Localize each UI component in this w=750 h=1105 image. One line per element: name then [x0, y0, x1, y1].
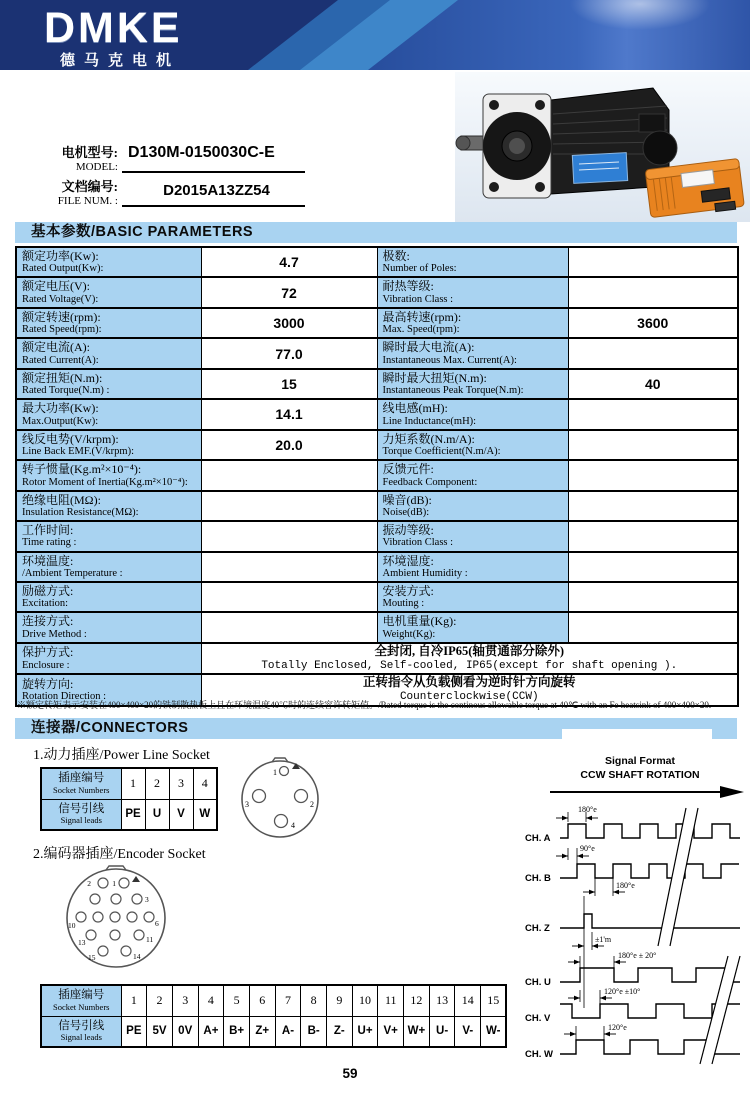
param-label [16, 612, 201, 642]
socket-number-cell: 12 [404, 985, 430, 1016]
model-row [40, 142, 305, 173]
label-en: Vibration Class : [382, 537, 454, 549]
signal-lead-cell: 0V [172, 1016, 198, 1047]
label-en: Rated Output(Kw): [22, 263, 104, 275]
param-label [377, 338, 568, 368]
channel-label: CH. B [525, 873, 551, 884]
label-en: Rotor Moment of Inertia(Kg.m²×10⁻⁴): [22, 476, 188, 488]
label-cn: 电机重量(Kg): [382, 614, 457, 629]
dimension-label: 120°e [608, 1023, 627, 1032]
param-value: 20.0 [201, 430, 377, 460]
socket-number-cell: 14 [455, 985, 481, 1016]
enclosure-value [201, 643, 738, 674]
label-en: Rated Voltage(V): [22, 293, 99, 305]
channel-label: CH. Z [525, 923, 550, 934]
label-cn: 额定功率(Kw): [22, 249, 99, 263]
param-label [377, 491, 568, 521]
signal-format-title: Signal Format [604, 755, 676, 767]
signal-lead-cell: W+ [404, 1016, 430, 1047]
pin-label: 3 [145, 895, 149, 904]
signal-lead-cell: B+ [224, 1016, 250, 1047]
label-en: Insulation Resistance(MΩ): [22, 507, 139, 519]
param-label [16, 460, 201, 490]
model-block [40, 142, 305, 210]
socket-number-cell: 3 [172, 985, 198, 1016]
dimension-label: 120°e ±10° [604, 987, 641, 996]
label-en: Vibration Class : [382, 293, 454, 305]
param-value: 40 [568, 369, 738, 399]
product-photo [455, 72, 750, 222]
label-en: Torque Coefficient(N.m/A): [382, 446, 501, 458]
param-label [377, 430, 568, 460]
label-en: Number of Poles: [382, 263, 457, 275]
channel-label: CH. V [525, 1013, 551, 1024]
param-value [568, 521, 738, 551]
signal-lead-cell: A- [275, 1016, 301, 1047]
label-en: Drive Method : [22, 628, 87, 640]
param-label [377, 521, 568, 551]
label-en: Instantaneous Peak Torque(N.m): [382, 385, 524, 397]
pin-label: 11 [146, 935, 154, 944]
waveform-break [700, 956, 740, 1064]
param-value [568, 277, 738, 307]
table-row-enclosure [16, 643, 738, 674]
label-cn: 插座编号 [58, 772, 105, 785]
label-cn: 额定电流(A): [22, 340, 90, 355]
motor-driver-image [645, 158, 744, 219]
param-value [568, 582, 738, 612]
encoder-socket-diagram [58, 860, 176, 974]
param-label [16, 491, 201, 521]
model-value: D130M-0150030C-E [122, 142, 305, 173]
signal-lead-cell: V [169, 799, 193, 830]
socket-number-cell: 1 [121, 985, 147, 1016]
dimension-label: 180°e [616, 881, 635, 890]
dimension-label: 180°e ± 20° [618, 951, 657, 960]
file-label-en: FILE NUM. : [57, 195, 118, 207]
signal-lead-cell: PE [121, 799, 145, 830]
param-value [201, 552, 377, 582]
label-cn: 额定扭矩(N.m): [22, 370, 103, 385]
param-label [377, 552, 568, 582]
table-row [16, 491, 738, 521]
encoder-socket-title: 2.编码器插座/Encoder Socket [33, 847, 206, 862]
socket-number-cell: 1 [121, 768, 145, 799]
pin-label: 6 [155, 919, 159, 928]
param-label [16, 521, 201, 551]
label-cn: 瞬时最大电流(A): [382, 340, 475, 355]
section-connectors: 连接器/CONNECTORS [15, 718, 737, 739]
label-cn: 工作时间: [22, 523, 74, 538]
signal-leads-label [41, 799, 121, 830]
signal-lead-cell: 5V [147, 1016, 173, 1047]
signal-format-diagram [522, 750, 750, 1068]
param-value: 15 [201, 369, 377, 399]
signal-lead-cell: A+ [198, 1016, 224, 1047]
table-row [41, 1016, 506, 1047]
power-socket-title: 1.动力插座/Power Line Socket [33, 748, 210, 763]
table-row [16, 369, 738, 399]
param-label [377, 277, 568, 307]
label-cn: 噪音(dB): [382, 492, 432, 507]
table-row [41, 768, 217, 799]
section-basic-parameters: 基本参数/BASIC PARAMETERS [15, 222, 737, 243]
footnote: ※额定转矩表示安装在400×400×20的铁制散热板上且在环境温度40℃时的连续容许转矩值。/Rated torque is the continous allowable torque at 40℃ with an Fe heatsink of 400×400×20. [17, 700, 712, 710]
socket-number-cell: 9 [327, 985, 353, 1016]
param-value [201, 582, 377, 612]
table-row [16, 338, 738, 368]
signal-lead-cell: Z+ [249, 1016, 275, 1047]
label-cn: 信号引线 [58, 802, 105, 815]
param-value [201, 612, 377, 642]
param-label [377, 308, 568, 338]
socket-number-cell: 4 [193, 768, 217, 799]
file-number-value: D2015A13ZZ54 [122, 176, 305, 207]
param-label [377, 612, 568, 642]
socket-number-cell: 15 [481, 985, 507, 1016]
label-cn: 最大功率(Kw): [22, 401, 99, 416]
page-number: 59 [342, 1066, 358, 1081]
channel-label: CH. A [525, 833, 551, 844]
model-label-en: MODEL: [75, 161, 118, 173]
param-value [201, 521, 377, 551]
label-cn: 力矩系数(N.m/A): [382, 431, 475, 446]
param-label [377, 247, 568, 277]
label-en: Ambient Humidity : [382, 567, 468, 579]
channel-label: CH. W [525, 1049, 553, 1060]
label-cn: 插座编号 [58, 989, 105, 1002]
param-value [568, 491, 738, 521]
socket-number-cell: 2 [147, 985, 173, 1016]
param-value [568, 612, 738, 642]
label-en: Max. Speed(rpm): [382, 324, 460, 336]
param-label [16, 369, 201, 399]
label-cn: 瞬时最大扭矩(N.m): [382, 370, 487, 385]
label-en: Line Back EMF.(V/krpm): [22, 446, 135, 458]
param-value [568, 552, 738, 582]
label-cn: 额定电压(V): [22, 279, 90, 294]
waveform-ch-b [560, 864, 739, 878]
pin-label: 1 [273, 768, 277, 777]
rotation-value-en: Counterclockwise(CCW) [399, 690, 539, 703]
signal-lead-cell: U [145, 799, 169, 830]
label-en: Socket Numbers [53, 784, 110, 795]
label-cn: 反馈元件: [382, 462, 434, 477]
param-label [16, 552, 201, 582]
label-en: Excitation: [22, 598, 69, 610]
pin-label: 10 [68, 921, 76, 930]
param-label [16, 582, 201, 612]
signal-lead-cell: PE [121, 1016, 147, 1047]
label-en: Rotation Direction : [22, 691, 106, 703]
label-cn: 信号引线 [58, 1019, 105, 1032]
param-label [16, 643, 201, 674]
signal-lead-cell: V- [455, 1016, 481, 1047]
waveform-ch-u [560, 968, 740, 982]
table-row [16, 399, 738, 429]
param-value [568, 247, 738, 277]
label-cn: 转子惯量(Kg.m²×10⁻⁴): [22, 462, 142, 477]
socket-number-cell: 6 [249, 985, 275, 1016]
label-cn: 环境温度: [22, 553, 74, 568]
pin-label: 3 [245, 800, 249, 809]
dimension-label: 90°e [580, 844, 595, 853]
label-cn: 极数: [382, 249, 410, 263]
signal-lead-cell: W- [481, 1016, 507, 1047]
label-en: Socket Numbers [53, 1001, 110, 1012]
channel-label: CH. U [525, 977, 551, 988]
label-cn: 额定转速(rpm): [22, 309, 101, 324]
dmke-logo: DMKE [44, 4, 183, 52]
socket-number-cell: 10 [352, 985, 378, 1016]
param-label [377, 460, 568, 490]
label-en: Noise(dB): [382, 507, 430, 519]
param-label [16, 308, 201, 338]
label-cn: 旋转方向: [22, 676, 74, 691]
param-value [201, 460, 377, 490]
label-cn: 线电感(mH): [382, 401, 448, 416]
table-row [16, 521, 738, 551]
param-label [377, 369, 568, 399]
param-label [377, 399, 568, 429]
socket-number-cell: 3 [169, 768, 193, 799]
section-bar-notch [562, 729, 712, 740]
param-value [201, 491, 377, 521]
table-row [16, 612, 738, 642]
label-cn: 耐热等级: [382, 279, 434, 294]
param-label [16, 277, 201, 307]
signal-lead-cell: U- [429, 1016, 455, 1047]
param-value: 72 [201, 277, 377, 307]
param-value: 3000 [201, 308, 377, 338]
param-label [16, 399, 201, 429]
pin-label: 1 [112, 879, 116, 888]
pin-label: 4 [291, 821, 295, 830]
file-label-cn: 文档编号: [61, 179, 118, 194]
param-value: 3600 [568, 308, 738, 338]
enclosure-value-cn: 全封闭, 自冷IP65(轴贯通部分除外) [374, 643, 565, 658]
param-value: 77.0 [201, 338, 377, 368]
label-cn: 绝缘电阻(MΩ): [22, 492, 101, 507]
signal-lead-cell: Z- [327, 1016, 353, 1047]
socket-number-cell: 11 [378, 985, 404, 1016]
socket-numbers-label [41, 985, 121, 1016]
label-en: Instantaneous Max. Current(A): [382, 354, 517, 366]
waveform-break [658, 808, 698, 946]
rotation-value-cn: 正转指令从负载侧看为逆时针方向旋转 [362, 675, 576, 690]
label-cn: 安装方式: [382, 583, 434, 598]
waveform-ch-z [560, 914, 740, 928]
pin-label: 13 [78, 938, 86, 947]
param-label [16, 430, 201, 460]
label-en: Weight(Kg): [382, 628, 436, 640]
servo-motor-image [456, 88, 677, 198]
power-socket-table [40, 767, 218, 831]
table-row [16, 552, 738, 582]
label-cn: 保护方式: [22, 645, 74, 660]
label-en: Mouting : [382, 598, 425, 610]
waveform-ch-a [560, 824, 740, 838]
label-cn: 振动等级: [382, 523, 434, 538]
encoder-socket-table [40, 984, 507, 1048]
ccw-rotation-title: CCW SHAFT ROTATION [580, 769, 700, 781]
socket-number-cell: 2 [145, 768, 169, 799]
label-en: Signal leads [60, 1032, 102, 1043]
table-row [16, 460, 738, 490]
pin1-key-marker [132, 876, 140, 882]
table-row [16, 308, 738, 338]
signal-leads-label [41, 1016, 121, 1047]
label-cn: 连接方式: [22, 614, 74, 629]
param-label [377, 582, 568, 612]
label-cn: 线反电势(V/krpm): [22, 431, 119, 446]
pin-label: 2 [87, 879, 91, 888]
label-en: /Ambient Temperature : [22, 567, 123, 579]
table-row [16, 430, 738, 460]
label-en: Time rating : [22, 537, 77, 549]
param-value: 4.7 [201, 247, 377, 277]
param-value [568, 430, 738, 460]
parameters-table [15, 246, 739, 707]
table-row [41, 985, 506, 1016]
pin-label: 14 [133, 952, 141, 961]
socket-number-cell: 4 [198, 985, 224, 1016]
param-label [16, 338, 201, 368]
socket-numbers-label [41, 768, 121, 799]
table-row [41, 799, 217, 830]
signal-lead-cell: V+ [378, 1016, 404, 1047]
param-value: 14.1 [201, 399, 377, 429]
power-socket-diagram [230, 752, 334, 844]
label-cn: 励磁方式: [22, 583, 74, 598]
label-cn: 环境湿度: [382, 553, 434, 568]
label-en: Line Inductance(mH): [382, 415, 477, 427]
label-en: Max.Output(Kw): [22, 415, 99, 427]
label-en: Signal leads [60, 815, 102, 826]
signal-lead-cell: U+ [352, 1016, 378, 1047]
label-en: Rated Speed(rpm): [22, 324, 102, 336]
dimension-label: ±1'm [595, 935, 612, 944]
param-value [568, 460, 738, 490]
socket-number-cell: 13 [429, 985, 455, 1016]
pin-label: 2 [310, 800, 314, 809]
signal-lead-cell: W [193, 799, 217, 830]
pin-label: 15 [88, 953, 96, 962]
label-en: Rated Current(A): [22, 354, 99, 366]
label-en: Enclosure : [22, 659, 70, 671]
param-value [568, 399, 738, 429]
dimension-label: 180°e [578, 805, 597, 814]
socket-number-cell: 7 [275, 985, 301, 1016]
file-number-row [40, 176, 305, 207]
signal-lead-cell: B- [301, 1016, 327, 1047]
label-cn: 最高转速(rpm): [382, 309, 462, 324]
model-label-cn: 电机型号: [61, 145, 118, 160]
param-label [16, 247, 201, 277]
dmke-logo-subtitle: 德马克电机 [60, 52, 181, 69]
label-en: Rated Torque(N.m) : [22, 385, 110, 397]
param-value [568, 338, 738, 368]
socket-number-cell: 8 [301, 985, 327, 1016]
table-row [16, 247, 738, 277]
enclosure-value-en: Totally Enclosed, Self-cooled, IP65(except for shaft opening ). [261, 659, 678, 672]
label-en: Feedback Component: [382, 476, 478, 488]
socket-number-cell: 5 [224, 985, 250, 1016]
table-row [16, 277, 738, 307]
table-row [16, 582, 738, 612]
